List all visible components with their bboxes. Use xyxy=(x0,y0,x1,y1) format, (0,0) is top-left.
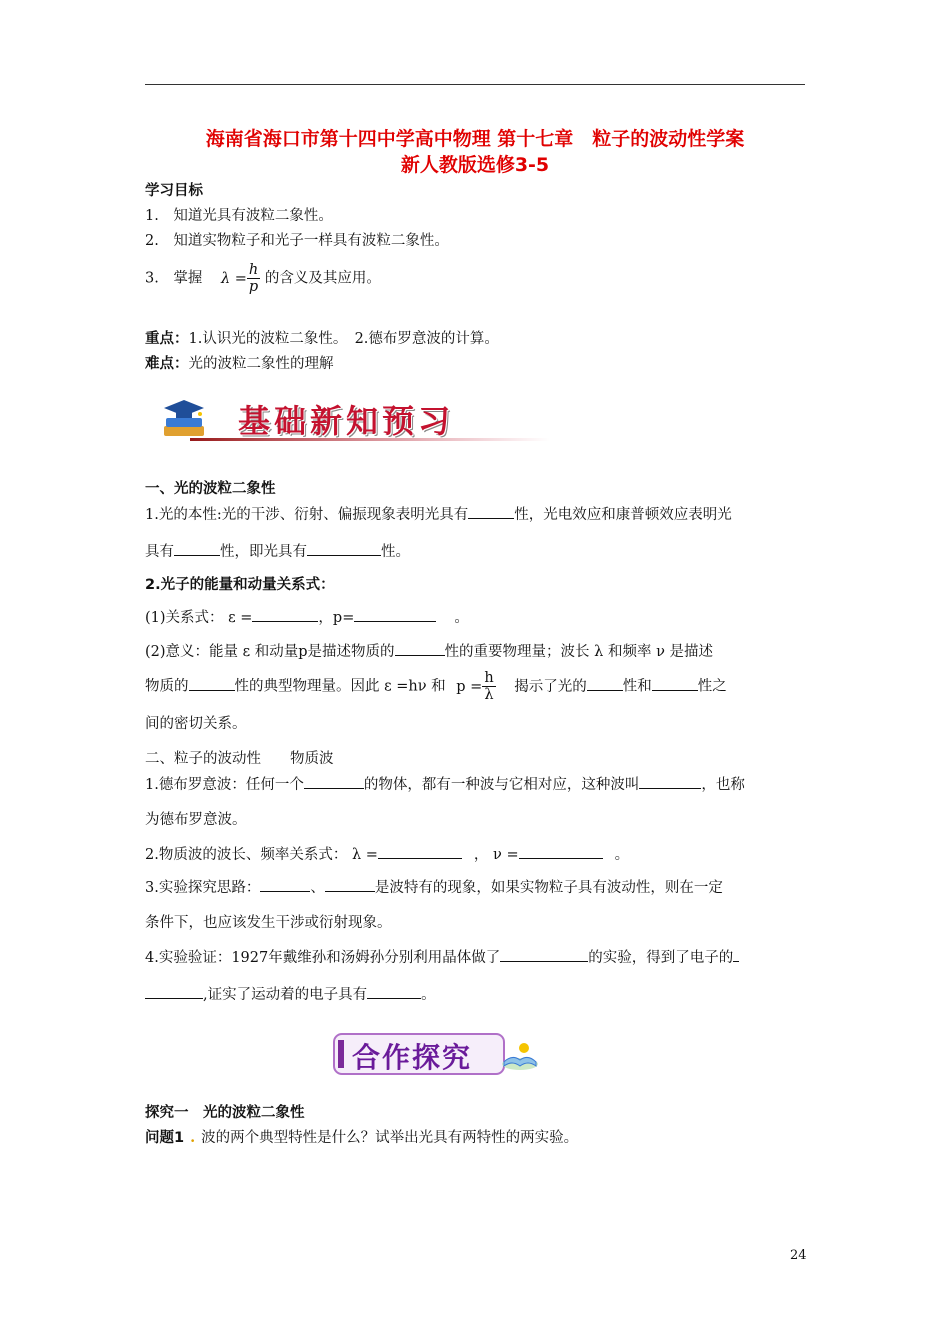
s1-p2-heading: 2.光子的能量和动量关系式： xyxy=(145,577,335,593)
key-points-text: 1.认识光的波粒二象性。 2.德布罗意波的计算。 xyxy=(188,331,499,347)
goal-item-3-prefix: 3. 掌握 xyxy=(145,270,203,287)
s1-p2-2d: 性的典型物理量。因此 ε =hν 和 xyxy=(234,678,446,695)
s2-p3b: 、 xyxy=(310,880,325,896)
blank xyxy=(252,608,318,622)
doc-title-line2: 新人教版选修3-5 xyxy=(400,154,550,176)
s1-p2-2g: 性之 xyxy=(697,678,727,695)
s2-p2c: 。 xyxy=(614,847,630,863)
s1-p2-2-line1 xyxy=(145,640,713,661)
s2-p1-line1 xyxy=(145,773,745,794)
s1-p1-a: 1.光的本性:光的干涉、衍射、偏振现象表明光具有 xyxy=(145,507,469,523)
goal-item-3 xyxy=(145,262,381,295)
goal-item-1: 1. 知道光具有波粒二象性。 xyxy=(145,208,333,224)
section1-heading: 一、光的波粒二象性 xyxy=(145,481,276,497)
lambda-symbol: λ = xyxy=(220,270,247,287)
s1-p1-b: 性，光电效应和康普顿效应表明光 xyxy=(514,507,732,523)
s2-p4b: 的实验，得到了电子的 xyxy=(588,950,734,966)
blank xyxy=(304,775,364,789)
p-symbol: p = xyxy=(456,678,483,695)
difficulty-text: 光的波粒二象性的理解 xyxy=(188,356,334,372)
s1-p1-c: 具有 xyxy=(145,544,174,560)
s2-p3-line1 xyxy=(145,876,723,897)
cooperate-banner xyxy=(332,1028,542,1080)
blank xyxy=(468,505,514,519)
s2-p4c: ,证实了运动着的电子具有 xyxy=(203,987,368,1003)
s2-p4d: 。 xyxy=(421,987,436,1003)
s1-p2-2f: 性和 xyxy=(622,678,652,695)
s2-p2 xyxy=(145,843,629,864)
blank xyxy=(500,948,588,962)
explore-heading: 探究一 光的波粒二象性 xyxy=(145,1105,305,1121)
s1-p2-1a: (1)关系式： ε = xyxy=(145,610,253,626)
goals-heading: 学习目标 xyxy=(145,183,203,199)
s1-p1-line2 xyxy=(145,540,410,561)
s2-p3a: 3.实验探究思路： xyxy=(145,880,261,896)
fraction-numerator: h xyxy=(484,670,494,686)
blank xyxy=(354,608,436,622)
blank xyxy=(325,878,375,892)
goal-item-2: 2. 知道实物粒子和光子一样具有波粒二象性。 xyxy=(145,233,449,249)
fraction-denominator: p xyxy=(248,279,259,295)
difficulty-label: 难点： xyxy=(145,356,189,372)
s2-p3c: 是波特有的现象，如果实物粒子具有波动性，则在一定 xyxy=(374,880,723,896)
preview-banner xyxy=(160,392,550,450)
blank xyxy=(378,845,462,859)
blank xyxy=(395,642,445,656)
s2-p4-line1 xyxy=(145,946,739,967)
s2-p4-line2 xyxy=(145,983,436,1004)
fraction-denominator: λ xyxy=(484,687,494,703)
preview-banner-text: 基础新知预习 xyxy=(238,402,455,440)
header-rule xyxy=(145,84,805,85)
question-1-text: 波的两个典型特性是什么？试举出光具有两特性的两实验。 xyxy=(201,1130,579,1146)
h-over-lambda-fraction xyxy=(482,670,495,703)
blank xyxy=(189,677,235,691)
difficulty xyxy=(145,352,334,373)
question-1 xyxy=(145,1126,578,1147)
blank xyxy=(307,542,381,556)
s2-p1b: 的物体，都有一种波与它相对应，这种波叫 xyxy=(363,777,640,793)
blank xyxy=(587,677,623,691)
s1-p2-2-line3: 间的密切关系。 xyxy=(145,716,247,732)
blank xyxy=(260,878,310,892)
s2-p4a: 4.实验验证：1927年戴维孙和汤姆孙分别利用晶体做了 xyxy=(145,950,501,966)
s1-p1-d: 性，即光具有 xyxy=(220,544,307,560)
s1-p2-2a: (2)意义：能量 ε 和动量p是描述物质的 xyxy=(145,644,395,660)
cooperate-banner-text: 合作探究 xyxy=(352,1041,473,1074)
s1-p2-2c: 物质的 xyxy=(145,678,189,695)
s2-p1a: 1.德布罗意波：任何一个 xyxy=(145,777,304,793)
blank xyxy=(639,775,701,789)
s2-p2b: ， ν = xyxy=(473,847,519,863)
s1-p2-1 xyxy=(145,606,469,627)
question-1-label: 问题1 xyxy=(145,1130,185,1146)
s2-p2a: 2.物质波的波长、频率关系式： λ = xyxy=(145,847,378,863)
s2-p3-line2: 条件下，也应该发生干涉或衍射现象。 xyxy=(145,915,392,931)
blank xyxy=(367,985,421,999)
s2-p1c: ，也称 xyxy=(701,777,745,793)
goal-item-3-suffix: 的含义及其应用。 xyxy=(264,270,381,287)
key-points-label: 重点： xyxy=(145,331,189,347)
dot-icon: . xyxy=(190,1129,196,1146)
s1-p1-e: 性。 xyxy=(381,544,410,560)
s1-p2-2e: 揭示了光的 xyxy=(514,678,587,695)
page-number: 24 xyxy=(790,1248,807,1263)
s1-p2-2-line2 xyxy=(145,670,727,703)
h-over-p-fraction xyxy=(247,262,260,295)
s1-p2-2b: 性的重要物理量；波长 λ 和频率 ν 是描述 xyxy=(444,644,714,660)
section2-heading: 二、粒子的波动性 物质波 xyxy=(145,751,334,767)
s2-p1-line2: 为德布罗意波。 xyxy=(145,812,247,828)
blank xyxy=(733,948,739,962)
blank xyxy=(652,677,698,691)
key-points xyxy=(145,327,499,348)
blank xyxy=(174,542,220,556)
doc-title-line1: 海南省海口市第十四中学高中物理 第十七章 粒子的波动性学案 xyxy=(205,128,745,150)
s1-p2-1c: 。 xyxy=(454,610,469,626)
open-book-icon xyxy=(500,1038,540,1072)
s1-p1-line1 xyxy=(145,503,732,524)
s1-p2-1b: ，p= xyxy=(318,610,355,626)
blank xyxy=(145,985,203,999)
fraction-numerator: h xyxy=(248,262,259,278)
blank xyxy=(519,845,603,859)
